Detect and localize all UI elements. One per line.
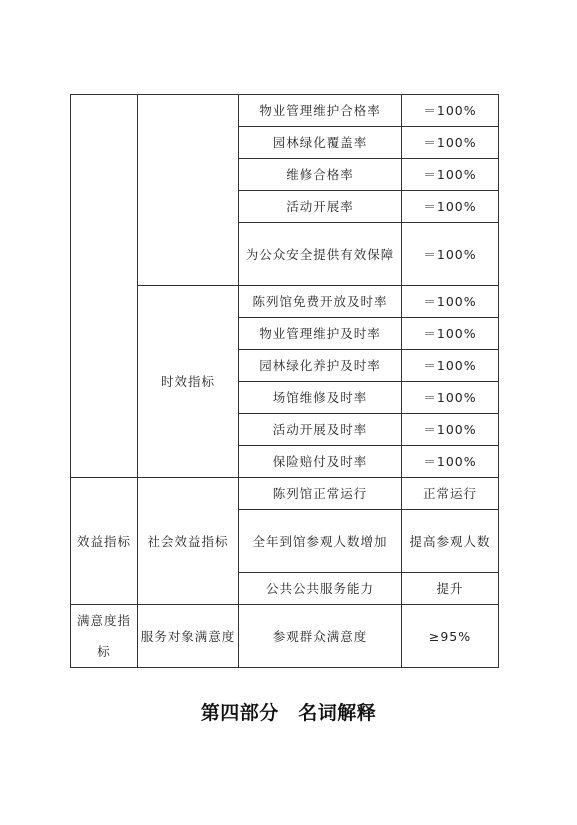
level3-indicator-cell: 陈列馆正常运行 bbox=[239, 478, 402, 510]
level3-indicator-cell: 参观群众满意度 bbox=[239, 605, 402, 668]
level3-indicator-cell: 场馆维修及时率 bbox=[239, 382, 402, 414]
target-value-cell: 提升 bbox=[402, 573, 499, 605]
level3-indicator-cell: 陈列馆免费开放及时率 bbox=[239, 286, 402, 318]
target-value-cell: ＝100% bbox=[402, 350, 499, 382]
table-row bbox=[71, 605, 499, 668]
target-value-cell: ＝100% bbox=[402, 414, 499, 446]
target-value-cell: 提高参观人数 bbox=[402, 510, 499, 573]
target-value-cell: ＝100% bbox=[402, 223, 499, 286]
target-value-cell: ＝100% bbox=[402, 191, 499, 223]
level3-indicator-cell: 全年到馆参观人数增加 bbox=[239, 510, 402, 573]
target-value-cell: ＝100% bbox=[402, 446, 499, 478]
level3-indicator-cell: 为公众安全提供有效保障 bbox=[239, 223, 402, 286]
table-row bbox=[71, 95, 499, 127]
level2-indicator-cell: 服务对象满意度 bbox=[138, 605, 239, 668]
level1-indicator-cell bbox=[71, 95, 138, 478]
level2-indicator-cell: 时效指标 bbox=[138, 286, 239, 478]
level3-indicator-cell: 园林绿化养护及时率 bbox=[239, 350, 402, 382]
level3-indicator-cell: 物业管理维护及时率 bbox=[239, 318, 402, 350]
level2-indicator-cell bbox=[138, 95, 239, 286]
target-value-cell: ＝100% bbox=[402, 127, 499, 159]
target-value-cell: ＝100% bbox=[402, 159, 499, 191]
level3-indicator-cell: 园林绿化覆盖率 bbox=[239, 127, 402, 159]
section-heading: 第四部分 名词解释 bbox=[200, 702, 377, 724]
target-value-cell: ＝100% bbox=[402, 286, 499, 318]
target-value-cell: 正常运行 bbox=[402, 478, 499, 510]
level1-indicator-cell: 满意度指标 bbox=[71, 605, 138, 668]
level3-indicator-cell: 活动开展率 bbox=[239, 191, 402, 223]
target-value-cell: ＝100% bbox=[402, 382, 499, 414]
level3-indicator-cell: 物业管理维护合格率 bbox=[239, 95, 402, 127]
performance-indicator-table bbox=[70, 94, 499, 668]
target-value-cell: ＝100% bbox=[402, 95, 499, 127]
level3-indicator-cell: 保险赔付及时率 bbox=[239, 446, 402, 478]
target-value-cell: ＝100% bbox=[402, 318, 499, 350]
level2-indicator-cell: 社会效益指标 bbox=[138, 478, 239, 605]
level1-indicator-cell: 效益指标 bbox=[71, 478, 138, 605]
level3-indicator-cell: 维修合格率 bbox=[239, 159, 402, 191]
level3-indicator-cell: 活动开展及时率 bbox=[239, 414, 402, 446]
target-value-cell: ≥95% bbox=[402, 605, 499, 668]
level3-indicator-cell: 公共公共服务能力 bbox=[239, 573, 402, 605]
table-row bbox=[71, 478, 499, 510]
